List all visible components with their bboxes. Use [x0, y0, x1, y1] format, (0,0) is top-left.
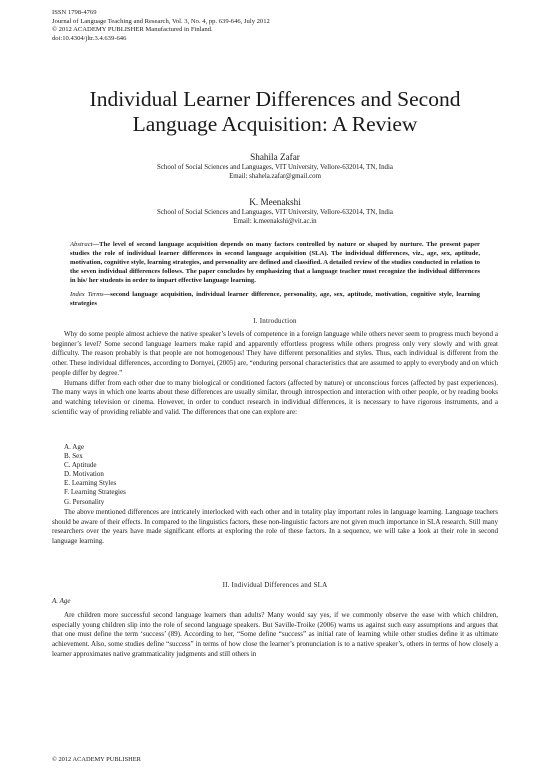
index-terms-lead: Index Terms [70, 291, 104, 298]
paragraph: Are children more successful second language learners than adults? Many would say yes, if we commonly observe the ease with which children, especially young children slip into the role of second language speakers. But Saville-Troike (2006) warns us against such easy assumptions and argues that that one must define the term ‘success’ (89). According to her, “Some define “success” as initial rate of learning while other studies define it as ultimate achievement. Also, some studies define “success” in terms of how close the learner’s pronunciation is to a native speaker’s, others in terms of how closely a learner approximates native grammaticality judgments and still others in [52, 611, 498, 658]
index-terms-text: —second language acquisition, individual learner difference, personality, age, sex, aptitude, motivation, cognitive style, learning strategies [70, 291, 480, 307]
list-item: E. Learning Styles [64, 479, 117, 488]
paragraph: Why do some people almost achieve the native speaker’s levels of competence in a foreign language while others never seem to progress much beyond a beginner’s level? Some second language learners make rapid and apparently effortless progress while others progress only very slowly and with great difficulty. The reason probably is that people are not homogenous! They have different personalities and styles. Thus, each individual is different from the other. These individual differences, according to Dornyei, (2005) are, “enduring personal characteristics that are assumed to apply to everybody and on which people differ by degree.” [52, 330, 498, 377]
introduction-closing-text [52, 508, 498, 547]
author-email: Email: shahela.zafar@gmail.com [229, 173, 321, 180]
author-affiliation: School of Social Sciences and Languages, VIT University, Vellore-632014, TN, India [157, 164, 393, 171]
abstract-lead: Abstract [70, 241, 93, 248]
author-2 [52, 197, 498, 226]
paper-title-line-2: Language Acquisition: A Review [132, 112, 418, 136]
paragraph: Humans differ from each other due to many biological or conditioned factors (affected by nature) or unconscious forces (affected by past experiences). The many ways in which one learns about these differences are usually similar, through introspection and interaction with other people, or by reading books and watching television or cinema. However, in order to conduct research in individual differences, it is necessary to have rigorous instruments, and a scientific way of providing reliable and valid. The differences that one can explore are: [52, 378, 498, 416]
list-item: F. Learning Strategies [64, 488, 126, 497]
paragraph: The above mentioned differences are intricately interlocked with each other and in totality play important roles in language learning. Language teachers should be aware of their effects. In compared to the linguistics factors, these non-linguistic factors are not given much importance in SLA research. Still many researchers over the years have made significant efforts at exploring the role of these factors. In a sequence, we will take a look at their role in second language learning. [52, 508, 498, 546]
section-heading-introduction: I. Introduction [253, 317, 297, 325]
list-item: B. Sex [64, 452, 83, 461]
author-1 [52, 152, 498, 181]
list-item: D. Motivation [64, 470, 104, 479]
age-section-text [52, 611, 498, 660]
author-name: K. Meenakshi [249, 197, 301, 207]
abstract-text: —The level of second language acquisition depends on many factors controlled by nature or shaped by nurture. The present paper studies the role of individual learner differences in second language acquisition (SLA). The individual differences, viz., age, sex, aptitude, motivation, cognitive style, learning strategies, and personality are defined and classified. A detailed review of the studies conducted in relation to the seven individual differences follows. The paper concludes by emphasizing that a language teacher must recognize the individual differences in his/ her students in order to impart effective language learning. [70, 241, 480, 284]
differences-list [64, 443, 126, 507]
introduction-text [52, 330, 498, 417]
index-terms [70, 291, 480, 309]
journal-metadata [52, 9, 270, 43]
issn: ISSN 1798-4769 [52, 9, 97, 16]
paper-title-line-1: Individual Learner Differences and Second [89, 87, 461, 111]
copyright-line: © 2012 ACADEMY PUBLISHER Manufactured in Finland. [52, 26, 213, 34]
author-email: Email: k.meenakshi@vit.ac.in [233, 218, 317, 225]
journal-citation: Journal of Language Teaching and Research, Vol. 3, No. 4, pp. 639-646, July 2012 [52, 17, 270, 25]
page-footer: © 2012 ACADEMY PUBLISHER [52, 756, 141, 763]
list-item: A. Age [64, 443, 84, 451]
author-name: Shahila Zafar [250, 152, 300, 162]
subsection-heading-age: A. Age [52, 597, 71, 605]
paper-title [40, 87, 510, 137]
doi: doi:10.4304/jltr.3.4.639-646 [52, 34, 127, 42]
list-item: G. Personality [64, 497, 105, 506]
list-item: C. Aptitude [64, 461, 97, 470]
section-heading-individual-differences: II. Individual Differences and SLA [222, 581, 328, 589]
author-affiliation: School of Social Sciences and Languages, VIT University, Vellore-632014, TN, India [157, 209, 393, 216]
abstract [70, 241, 480, 286]
